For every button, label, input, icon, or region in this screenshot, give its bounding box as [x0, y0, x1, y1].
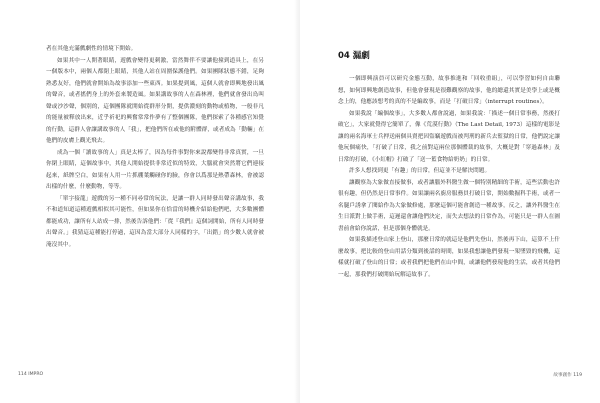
left-paragraph-1: 者在其他充滿戲劇性的情境下開始。	[46, 46, 137, 52]
left-page-footer: 114 IMPRO	[18, 372, 44, 377]
right-page	[300, 0, 600, 403]
left-paragraph-4: 「單字接龍」遊戲的另一種不同尋常的玩法，是讓一群人同時發出聲音講故事，我不和道知道這種遊戲相似其可能性，但如果你在恰當的時機介紹給他們吧，大多數團體都能成功，讓所有人站成一排，然後告訴他們：「從『我們』這個詞開始，所有人同時發出聲音。」我猜這這種能打停過，這因為當大部分人同樣的字，「出錯」的少數人就會被淹沒其中。	[46, 195, 264, 248]
right-paragraph-4: 讓觀察為大象做直接做事，或者讓腦外科醫生做一個特別精細的手術，這些活動也許很有趣，但仍然是日常事件。如果讓兩名廚房服務員打破日常，開始數掘科手術，或者一名腿戶誘拿了閱給作為大象做修處，那麼這個可能會創造一種故事，反之，讓外科醫生在生日派對上做手術，這遲還會讓他們決定，而失去想法的日常作為，可能只是一群人在圖書前會給你說話，但是那個身體就是。	[338, 179, 560, 232]
right-page-footer: 故事創作 119	[553, 373, 582, 378]
right-paragraph-3: 許多人想找到更「有趣」的日常，但這並不是解決問題。	[349, 168, 491, 174]
right-paragraph-2: 如果我說「編個故事」，大多數人都會說過，如果我說：「描述一個日常事務，然後打破它」，大家就覺得它簡單了，像《荒漠行動》（The Last Detail, 1973）這樣的電影是讓的兩名海軍士兵押送兩個具賣把因盜竊遊戲而被判刑的新兵去監獄的日常，他們說定讓他玩個痛快，「打破了日常，我之前對這兩位那個體裁的故事，大概是對「穿過森林」及日常的打破，《小紅帽》打破了「送一籃食物給奶奶」的日常。	[338, 110, 560, 163]
chapter-heading: 04 漏劇	[338, 51, 370, 61]
left-paragraph-3: 成為一個「讀故事的人」真是太棒了，因為每件事對你來說都變得非常真實，一旦你閉上眼睛，這個故事中，其他人開始提供非常近似的特效，大腦就會突然將它們連接起來，紙牌空白，如果有人用一片抓棚葉觸碰你的臉，你會以爲那是熱帶森林，會被認出樣的什麼，什麼動物，等等。	[46, 149, 264, 190]
left-page-body	[46, 44, 264, 251]
right-paragraph-1: 一個即興演員可以研究金態互動，故事推進和「回收重組」，可以學習如何自由聯想，如何即興地創造故事，但他會發現是很難觀察的故事，他的總還其實是美學上或是概念上的，他應該想考的真的不是編故事，而是「打破日常」（interrupt routines）。	[338, 76, 560, 105]
left-paragraph-2: 如果其中一人開著眼睛，遊戲會變得更刺激，當然舞伴不要讓他撞到道具上，在另一個版本中，兩個人都閉上眼睛，其他人站在周圍保護他們。如果團隊狀態不錯，足夠熟悉友好，他們就會開始為故事添加一些東西。如果提到風，這個人就會即興地發出風的聲音，或者搖們身上的外套來製造風。如果講故事的人在森林裡，他們就會發出鳥叫聲或沙沙聲，個別的，這個團隊就開始從群形分開，提供濃刻的動物或植物，一般非凡的能量被釋放出來，近乎祈祀的興奮常常作夢有了整個團隊，他們探索了各種感官知覺的行動，這群人會讓講故事的人「我」，把他們所在或他的附體群，或者成為「動輛」在他們的皮膚上觀光飛去。	[46, 57, 264, 144]
right-page-body	[338, 74, 560, 281]
right-paragraph-5: 如果我描述登山家上登山，那麼日常的就這是他們先登山，然後再下山，這算不上什麼故事，把比較的登山用話分類到後話的時間，如果我想讓他們發現一架墜毀的飛機，這樣就打破了登山的日常；或者我們把他們在山中間，或讓他們發現他的生活，或者其他們一起，那我們打破開始玩解這故事了。	[338, 237, 560, 278]
